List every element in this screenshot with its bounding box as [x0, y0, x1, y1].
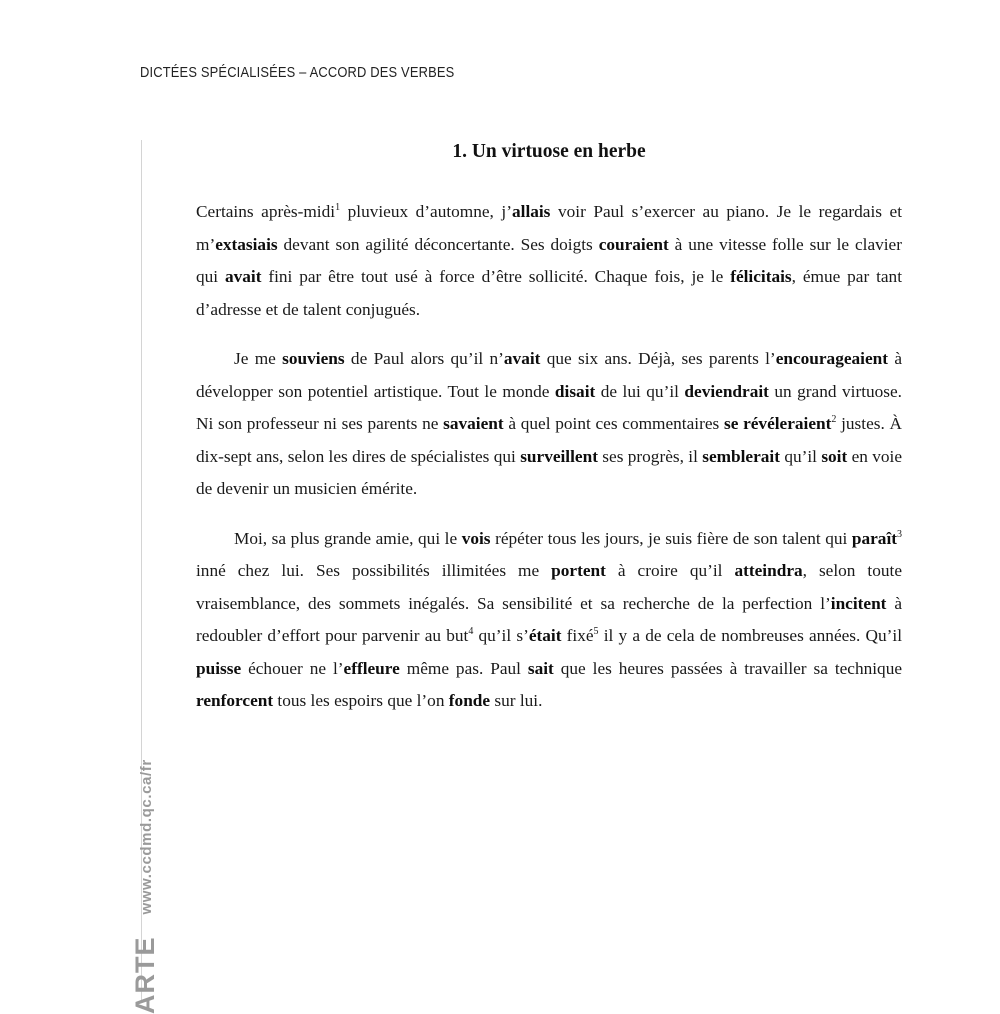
text-segment: à quel point ces commentaires	[504, 414, 724, 433]
verb-highlight: vois	[462, 529, 491, 548]
text-segment: Moi, sa plus grande amie, qui le	[234, 529, 462, 548]
paragraph-2	[196, 343, 902, 506]
footnote-marker: 2	[831, 414, 836, 425]
verb-highlight: disait	[555, 382, 595, 401]
verb-highlight: fonde	[449, 691, 490, 710]
text-segment: inné chez lui. Ses possibilités illimitées me	[196, 561, 551, 580]
text-segment: à redoubler d’effort pour parvenir au but	[196, 594, 902, 646]
text-segment: que les heures passées à travailler sa technique	[554, 659, 902, 678]
verb-highlight: incitent	[831, 594, 887, 613]
text-segment: de Paul alors qu’il n’	[345, 349, 504, 368]
text-segment: justes. À dix-sept ans, selon les dires de spécialistes qui	[196, 414, 902, 466]
running-header: DICTÉES SPÉCIALISÉES – ACCORD DES VERBES	[140, 64, 454, 81]
verb-highlight: surveillent	[520, 447, 598, 466]
side-url-text: www.ccdmd.qc.ca/fr	[138, 759, 155, 914]
verb-highlight: semblerait	[702, 447, 780, 466]
text-segment: , émue par tant d’adresse et de talent conjugués.	[196, 267, 902, 319]
verb-highlight: effleure	[344, 659, 400, 678]
verb-highlight: allais	[512, 202, 550, 221]
text-segment: voir Paul s’exercer au piano. Je le regardais et m’	[196, 202, 902, 254]
text-segment: fixé	[561, 626, 593, 645]
verb-highlight: soit	[821, 447, 847, 466]
verb-highlight: atteindra	[734, 561, 802, 580]
text-segment: à croire qu’il	[606, 561, 735, 580]
text-segment: échouer ne l’	[241, 659, 343, 678]
text-segment: ses progrès, il	[598, 447, 702, 466]
verb-highlight: était	[529, 626, 562, 645]
verb-highlight: savaient	[443, 414, 503, 433]
text-segment: fini par être tout usé à force d’être sollicité. Chaque fois, je le	[261, 267, 730, 286]
text-segment: Certains après-midi	[196, 202, 335, 221]
verb-highlight: deviendrait	[684, 382, 768, 401]
text-segment: qu’il	[780, 447, 821, 466]
text-segment: qu’il s’	[473, 626, 529, 645]
text-segment: tous les espoirs que l’on	[273, 691, 449, 710]
text-segment: même pas. Paul	[400, 659, 528, 678]
verb-highlight: félicitais	[730, 267, 791, 286]
document-body	[196, 196, 902, 735]
side-watermark	[130, 759, 161, 1000]
text-segment: en voie de devenir un musicien émérite.	[196, 447, 902, 499]
text-segment: un grand virtuose. Ni son professeur ni ses parents ne	[196, 382, 902, 434]
verb-highlight: se révéleraient	[724, 414, 831, 433]
text-segment: Je me	[234, 349, 282, 368]
paragraph-1	[196, 196, 902, 326]
text-segment: de lui qu’il	[595, 382, 684, 401]
text-segment: à une vitesse folle sur le clavier qui	[196, 235, 902, 287]
side-brand-text: ARTE	[130, 937, 160, 1014]
footnote-marker: 4	[468, 626, 473, 637]
footnote-marker: 1	[335, 202, 340, 213]
verb-highlight: extasiais	[215, 235, 277, 254]
verb-highlight: sait	[528, 659, 554, 678]
text-segment: que six ans. Déjà, ses parents l’	[540, 349, 775, 368]
text-segment: , selon toute vraisemblance, des sommets inégalés. Sa sensibilité et sa recherche de la perfection l’	[196, 561, 902, 613]
verb-highlight: avait	[225, 267, 261, 286]
footnote-marker: 3	[897, 529, 902, 540]
document-title: 1. Un virtuose en herbe	[196, 141, 902, 163]
verb-highlight: encourageaient	[776, 349, 888, 368]
verb-highlight: paraît	[852, 529, 897, 548]
footnote-marker: 5	[594, 626, 599, 637]
verb-highlight: avait	[504, 349, 540, 368]
paragraph-3	[196, 523, 902, 718]
verb-highlight: renforcent	[196, 691, 273, 710]
text-segment: répéter tous les jours, je suis fière de son talent qui	[491, 529, 852, 548]
verb-highlight: couraient	[599, 235, 669, 254]
verb-highlight: souviens	[282, 349, 344, 368]
text-segment: devant son agilité déconcertante. Ses doigts	[278, 235, 599, 254]
text-segment: à développer son potentiel artistique. Tout le monde	[196, 349, 902, 401]
verb-highlight: puisse	[196, 659, 241, 678]
text-segment: sur lui.	[490, 691, 542, 710]
text-segment: il y a de cela de nombreuses années. Qu’il	[599, 626, 902, 645]
verb-highlight: portent	[551, 561, 606, 580]
text-segment: pluvieux d’automne, j’	[340, 202, 512, 221]
